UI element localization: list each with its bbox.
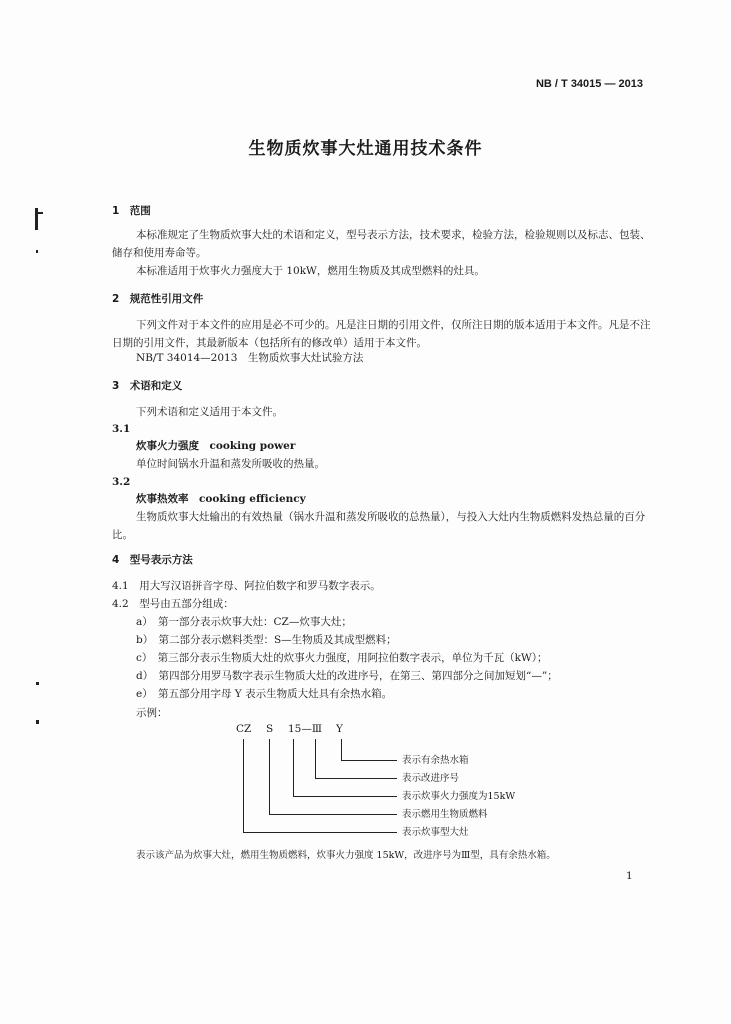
- code-cz: CZ: [236, 723, 252, 735]
- standard-code: NB / T 34015 — 2013: [535, 78, 643, 90]
- list-item: e） 第五部分用字母 Y 表示生物质大灶具有余热水箱。: [136, 688, 393, 700]
- section-heading-terms: 3 术语和定义: [112, 380, 183, 392]
- connector-line: [341, 760, 397, 761]
- term-number: 3.1: [112, 423, 131, 435]
- document-title: 生物质炊事大灶通用技术条件: [248, 139, 483, 159]
- term-title: 炊事热效率 cooking efficiency: [136, 493, 306, 505]
- scan-mark: [36, 720, 39, 724]
- term-number: 3.2: [112, 476, 131, 488]
- diagram-label: 表示改进序号: [402, 773, 460, 784]
- diagram-label: 表示燃用生物质燃料: [402, 809, 488, 820]
- page-number: 1: [626, 870, 633, 882]
- paragraph: 本标准适用于炊事火力强度大于 10kW，燃用生物质及其成型燃料的灶具。: [136, 265, 485, 277]
- section-heading-scope: 1 范围: [112, 205, 151, 217]
- connector-line: [243, 832, 397, 833]
- diagram-label: 表示有余热水箱: [402, 755, 469, 766]
- diagram-label: 表示炊事火力强度为15kW: [402, 791, 516, 802]
- section-heading-model: 4 型号表示方法: [112, 554, 193, 566]
- connector-line: [293, 796, 397, 797]
- clause: 4.2 型号由五部分组成：: [112, 598, 234, 610]
- term-title: 炊事火力强度 cooking power: [136, 440, 296, 452]
- list-item: b） 第二部分表示燃料类型：S—生物质及其成型燃料；: [136, 634, 397, 646]
- code-s: S: [266, 723, 274, 735]
- connector-line: [269, 739, 270, 815]
- example-description: 表示该产品为炊事大灶，燃用生物质燃料，炊事火力强度 15kW，改进序号为Ⅲ型，具有余热水箱。: [136, 850, 556, 861]
- connector-line: [315, 739, 316, 779]
- code-power-series: 15—Ⅲ: [288, 723, 322, 735]
- diagram-label: 表示炊事型大灶: [402, 827, 469, 838]
- paragraph: 本标准规定了生物质炊事大灶的术语和定义，型号表示方法，技术要求，检验方法，检验规则以及标志、包装、储存和使用寿命等。: [112, 229, 651, 259]
- list-item: d） 第四部分用罗马数字表示生物质大灶的改进序号，在第三、第四部分之间加短划“—”；: [136, 670, 558, 682]
- connector-line: [269, 814, 397, 815]
- connector-line: [293, 739, 294, 797]
- scan-mark: [36, 682, 39, 685]
- normative-reference: NB/T 34014—2013 生物质炊事大灶试验方法: [136, 352, 364, 364]
- paragraph: 下列文件对于本文件的应用是必不可少的。凡是注日期的引用文件，仅所注日期的版本适用于本文件。凡是不注日期的引用文件，其最新版本（包括所有的修改单）适用于本文件。: [112, 319, 651, 349]
- section-heading-references: 2 规范性引用文件: [112, 293, 204, 305]
- term-definition: 生物质炊事大灶输出的有效热量（锅水升温和蒸发所吸收的总热量），与投入大灶内生物质燃料发热总量的百分比。: [112, 511, 646, 541]
- term-definition: 单位时间锅水升温和蒸发所吸收的热量。: [136, 458, 325, 470]
- code-y: Y: [336, 723, 343, 735]
- example-label: 示例：: [136, 707, 168, 719]
- scan-mark: [36, 250, 38, 253]
- connector-line: [341, 739, 342, 761]
- clause: 4.1 用大写汉语拼音字母、阿拉伯数字和罗马数字表示。: [112, 580, 381, 592]
- connector-line: [243, 739, 244, 833]
- paragraph: 下列术语和定义适用于本文件。: [136, 406, 283, 418]
- list-item: c） 第三部分表示生物质大灶的炊事火力强度，用阿拉伯数字表示，单位为千瓦（kW）；: [136, 652, 548, 664]
- scan-mark: [35, 212, 43, 214]
- connector-line: [315, 778, 397, 779]
- list-item: a） 第一部分表示炊事大灶：CZ—炊事大灶；: [136, 616, 352, 628]
